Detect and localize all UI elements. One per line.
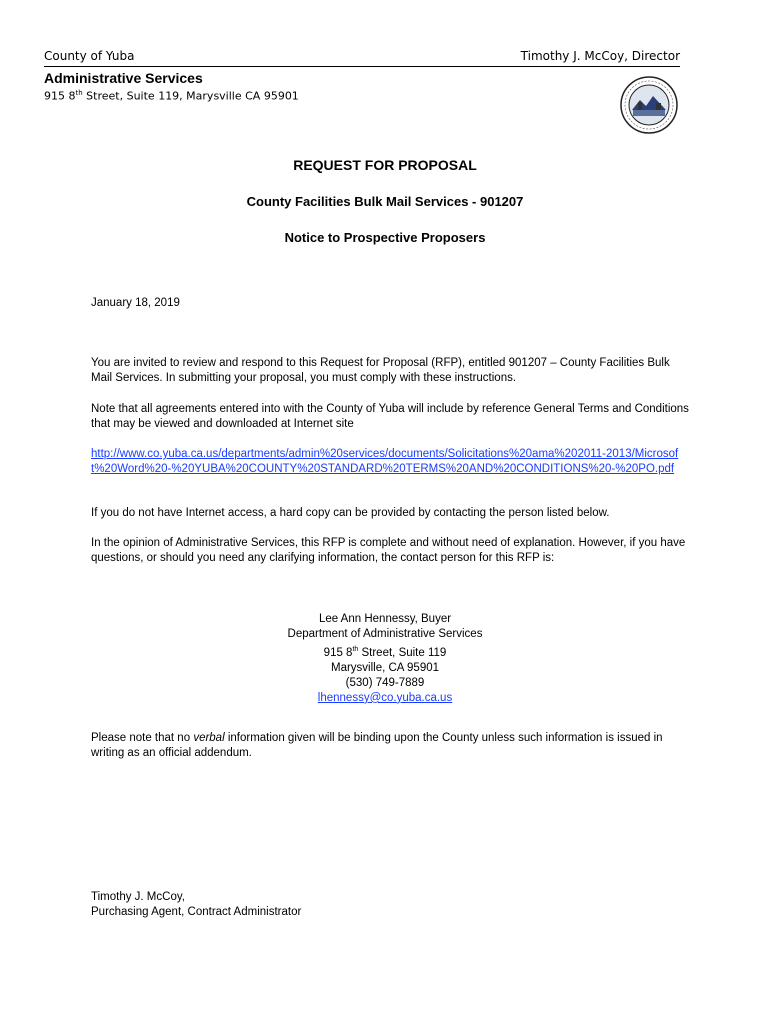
p5-emphasis: verbal (193, 732, 225, 744)
director-name: Timothy J. McCoy, Director (520, 49, 680, 63)
address-rest: Street, Suite 119, Marysville CA 95901 (82, 89, 299, 103)
street-number: 915 8 (323, 646, 353, 659)
contact-block (0, 612, 770, 706)
terms-link[interactable]: http://www.co.yuba.ca.us/departments/admin%20services/documents/Solicitations%20ama%202011-2013/Microsoft%20Word%20-%20YUBA%20COUNTY%20STANDARD%20TERMS%20AND%20CONDITIONS%20-%20PO.pdf (91, 448, 679, 475)
contact-intro-paragraph: In the opinion of Administrative Services, this RFP is complete and without need of explanation. However, if you have questions, or should you need any clarifying information, the contact person for this RFP is: (91, 537, 686, 564)
terms-paragraph: Note that all agreements entered into with the County of Yuba will include by reference General Terms and Conditions that may be viewed and downloaded at Internet site (91, 403, 689, 430)
department-address (44, 89, 299, 103)
street-rest: Street, Suite 119 (358, 646, 447, 659)
rfp-subtitle: County Facilities Bulk Mail Services - 901207 (246, 194, 524, 209)
signer-title: Purchasing Agent, Contract Administrator (91, 906, 302, 918)
intro-paragraph: You are invited to review and respond to this Request for Proposal (RFP), entitled 901207 – County Facilities Bulk Mail Services. In submitting your proposal, you must comply with these instructions. (91, 357, 670, 384)
department-name: Administrative Services (44, 70, 203, 86)
street-ordinal: th (352, 646, 359, 653)
contact-name: Lee Ann Hennessy, Buyer (318, 613, 452, 625)
letterhead (44, 49, 680, 63)
contact-street (0, 642, 770, 661)
p5-before: Please note that no (91, 732, 194, 744)
rfp-notice-heading: Notice to Prospective Proposers (284, 230, 486, 245)
hard-copy-paragraph: If you do not have Internet access, a hard copy can be provided by contacting the person listed below. (91, 507, 610, 519)
address-ordinal: th (75, 89, 83, 97)
signer-name: Timothy J. McCoy, (91, 891, 185, 903)
contact-phone: (530) 749-7889 (345, 676, 425, 689)
p5-after: information given will be binding upon the County unless such information is issued in writing as an official addendum. (91, 732, 663, 759)
contact-department: Department of Administrative Services (287, 628, 483, 640)
county-seal-icon (620, 76, 678, 134)
signature-block (91, 890, 691, 920)
rfp-title: REQUEST FOR PROPOSAL (293, 157, 477, 173)
letter-date: January 18, 2019 (91, 297, 180, 309)
contact-email-link[interactable]: lhennessy@co.yuba.ca.us (317, 691, 453, 704)
county-name: County of Yuba (44, 49, 135, 63)
address-number: 915 8 (44, 89, 76, 103)
header-rule (44, 66, 680, 67)
verbal-info-paragraph (91, 731, 691, 761)
contact-city: Marysville, CA 95901 (330, 661, 440, 674)
